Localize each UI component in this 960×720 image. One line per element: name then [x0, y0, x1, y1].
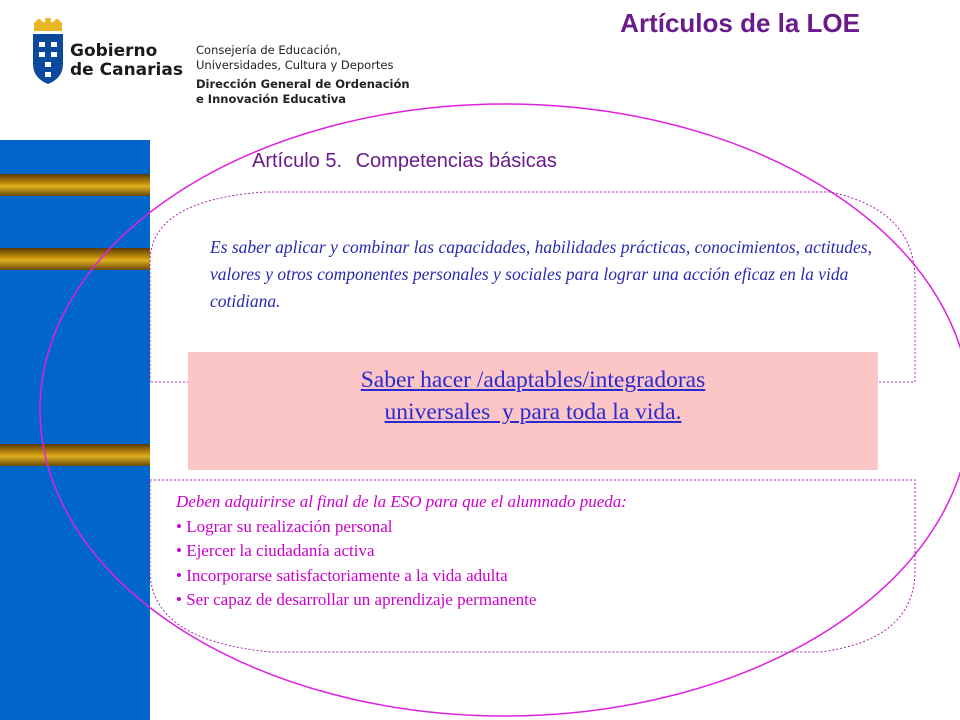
- article-name: Competencias básicas: [355, 150, 557, 172]
- summary-text: [188, 364, 878, 428]
- page-title: Artículos de la LOE: [620, 8, 860, 38]
- list-item: • Ser capaz de desarrollar un aprendizaje permanente: [176, 588, 896, 613]
- competence-definition: Es saber aplicar y combinar las capacidades, habilidades prácticas, conocimientos, actitudes, valores y otros componentes personales y sociales para lograr una acción eficaz en la vida cotidiana.: [210, 237, 872, 311]
- purpose-intro: Deben adquirirse al final de la ESO para que el alumnado pueda:: [176, 492, 627, 511]
- list-item: • Lograr su realización personal: [176, 515, 896, 540]
- summary-line-1: Saber hacer /adaptables/integradoras: [360, 367, 706, 393]
- list-item: • Ejercer la ciudadanía activa: [176, 539, 896, 564]
- article-number: Artículo 5.: [252, 150, 343, 172]
- dept-line-3: Dirección General de Ordenación: [196, 77, 410, 91]
- purpose-block: [176, 490, 896, 613]
- purpose-list: [176, 515, 896, 613]
- brand-line-2: de Canarias: [70, 60, 183, 80]
- dept-line-2: Universidades, Cultura y Deportes: [196, 58, 394, 72]
- brand-line-1: Gobierno: [70, 41, 158, 61]
- dept-line-4: e Innovación Educativa: [196, 92, 347, 106]
- list-item: • Incorporarse satisfactoriamente a la vida adulta: [176, 564, 896, 589]
- summary-line-2: universales y para toda la vida.: [384, 399, 682, 425]
- article-heading: [252, 150, 557, 173]
- dept-line-1: Consejería de Educación,: [196, 43, 342, 57]
